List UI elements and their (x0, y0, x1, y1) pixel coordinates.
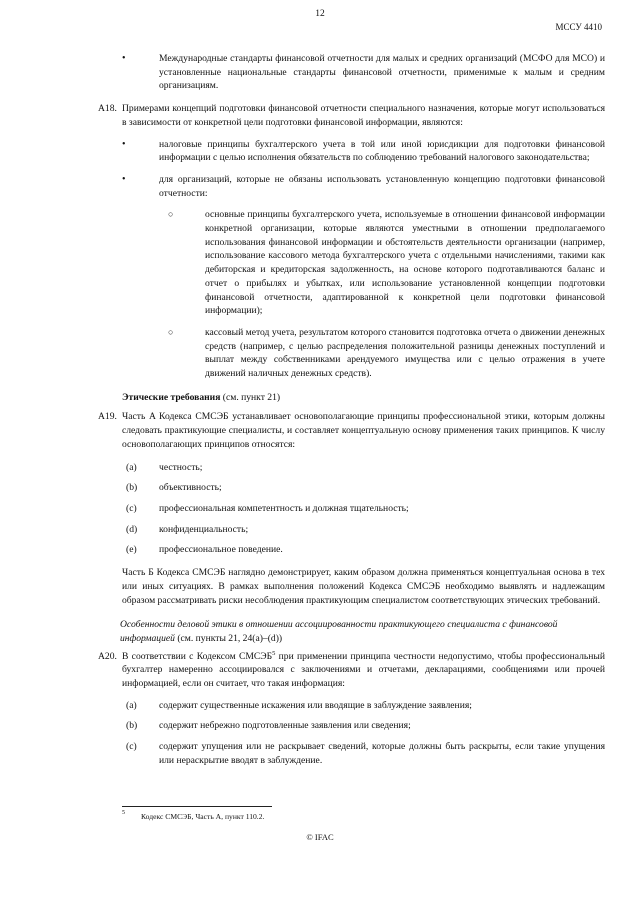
footnote-reference: 5 (272, 649, 276, 657)
standard-code: МССУ 4410 (555, 22, 602, 32)
bullet-text: Международные стандарты финансовой отчетности для малых и средних организаций (МСФО для МСО) и установленные национальные стандарты финансовой отчетности, применимые к малым и средним организациям. (159, 53, 605, 92)
list-item (122, 543, 605, 557)
list-marker: (c) (126, 502, 137, 514)
sub-bullet-accounting-principles (122, 208, 605, 318)
bullet-tax-basis (122, 138, 605, 165)
list-item (122, 699, 605, 713)
list-item (122, 719, 605, 733)
paragraph-a20 (98, 649, 605, 691)
footnote-text: Кодекс СМСЭБ, Часть A, пункт 110.2. (141, 812, 265, 821)
paragraph-a18 (98, 102, 605, 129)
bullet-text: налоговые принципы бухгалтерского учета в той или иной юрисдикции для подготовки финансовой информации с целью исполнения обязательств по соблюдению требований налогового законодательства; (159, 138, 605, 164)
list-item (122, 461, 605, 475)
paragraph-a19-closing: Часть Б Кодекса СМСЭБ наглядно демонстрирует, каким образом должна применяться концептуальная основа в тех или иных ситуациях. В рамках выполнения положений Кодекса СМСЭБ необходимо выявлять и надлежащим образом рассматривать риски несоблюдения практикующим специалистом соответствующих этических требований. (122, 567, 605, 606)
heading-text: Этические требования (122, 391, 221, 403)
list-item (122, 481, 605, 495)
ethics-heading (122, 391, 605, 405)
list-text: содержит существенные искажения или вводящие в заблуждение заявления; (159, 699, 472, 711)
sub-bullet-cash-method (122, 326, 605, 381)
bullet-text: для организаций, которые не обязаны использовать установленную концепцию подготовки финансовой отчетности: (159, 173, 605, 199)
paragraph-number: A19. (98, 411, 117, 423)
bullet-mark: • (122, 138, 126, 150)
sub-bullet-text: кассовый метод учета, результатом которого становится подготовка отчета о движении денежных средств (например, с целью распределения положительной разницы денежных поступлений и выплат между собственниками арендуемого имущества или с целью отражения в учете движений наличных денежных средств). (205, 326, 605, 380)
list-item (122, 523, 605, 537)
page-content (98, 52, 605, 768)
list-marker: (b) (126, 720, 138, 732)
footnote-number: 5 (122, 810, 125, 816)
list-marker: (d) (126, 523, 138, 535)
heading-reference: (см. пункты 21, 24(a)–(d)) (174, 632, 283, 644)
bullet-ifrs-sme (122, 52, 605, 93)
paragraph-number: A20. (98, 650, 117, 662)
list-marker: (a) (126, 461, 137, 473)
paragraph-a19 (98, 410, 605, 451)
paragraph-text: Примерами концепций подготовки финансовой отчетности специального назначения, которые могут использоваться в зависимости от конкретной цели подготовки финансовой информации, являются: (122, 103, 605, 128)
paragraph-text: Часть A Кодекса СМСЭБ устанавливает основополагающие принципы профессиональной этики, которым должны следовать практикующие специалисты, и составляет концептуальную основу применения таких принципов. К числу основополагающих принципов относятся: (122, 411, 605, 450)
bullet-non-obliged (122, 173, 605, 200)
list-text: объективность; (159, 482, 222, 494)
association-heading (120, 618, 605, 645)
list-text: честность; (159, 461, 203, 473)
page-number: 12 (315, 9, 325, 19)
copyright: © IFAC (306, 832, 334, 842)
sub-bullet-text: основные принципы бухгалтерского учета, используемые в отношении финансовой информации конкретной организации, которые являются уместными в отношении предполагаемого использования финансовой информации и обстоятельств деятельности организации (например, использование кассового метода бухгалтерского учета с отдельными начислениями, такими как дебиторская и кредиторская задолженность, на основе которого подготавливаются баланс и отчет о прибылях и убытках, или использование установленной концепции подготовки финансовой отчетности, адаптированной к конкретной цели подготовки финансовой информации); (205, 209, 605, 317)
paragraph-text-start: В соответствии с Кодексом СМСЭБ (122, 650, 273, 662)
list-marker: (e) (126, 544, 137, 556)
heading-text: Особенности деловой этики в отношении ассоциированности практикующего специалиста с финансовой информацией (120, 619, 558, 644)
list-item (122, 502, 605, 516)
list-text: конфиденциальность; (159, 523, 249, 535)
list-text: содержит упущения или не раскрывает сведений, которые должны быть раскрыты, если такие упущения или нераскрытие вводят в заблуждение. (159, 741, 605, 766)
list-text: профессиональная компетентность и должная тщательность; (159, 502, 409, 514)
paragraph-text-end: при применении принципа честности недопустимо, чтобы профессиональный бухгалтер намеренно ассоциировался с заключениями и отчетами, декларациями, сообщениями или прочей информацией, если он считает, что такая информация: (122, 650, 605, 690)
bullet-mark: • (122, 53, 126, 64)
list-marker: (a) (126, 699, 137, 711)
circle-mark: ○ (168, 326, 174, 337)
list-marker: (c) (126, 741, 137, 753)
list-text: содержит небрежно подготовленные заявления или сведения; (159, 720, 411, 732)
list-marker: (b) (126, 482, 138, 494)
paragraph-number: A18. (98, 103, 117, 115)
heading-reference: (см. пункт 21) (220, 391, 281, 403)
footnote-divider (122, 806, 272, 807)
bullet-mark: • (122, 173, 126, 185)
circle-mark: ○ (168, 209, 174, 220)
list-text: профессиональное поведение. (159, 544, 283, 556)
list-item (122, 740, 605, 767)
